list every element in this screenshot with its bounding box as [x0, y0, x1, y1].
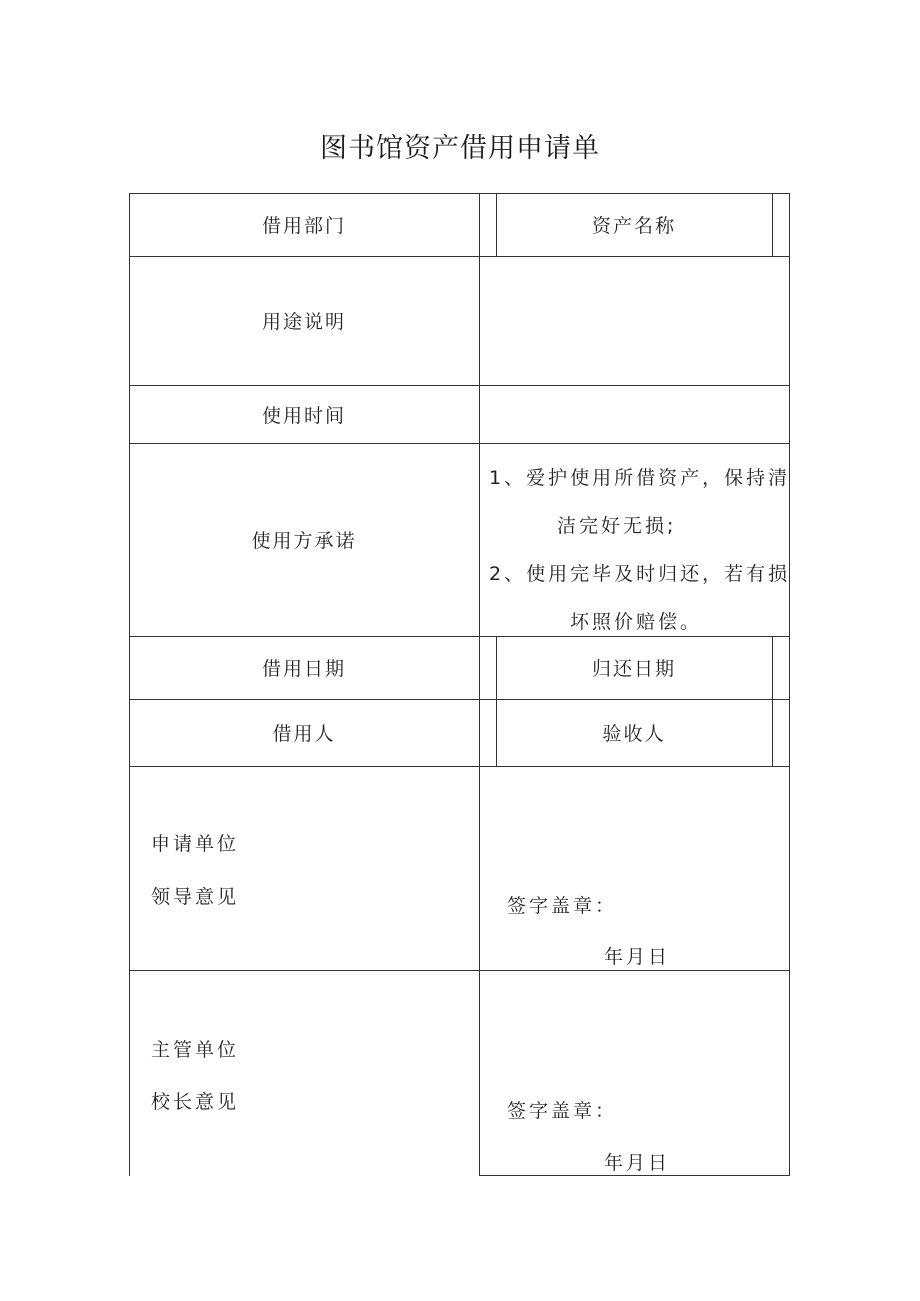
sign-label: 签字盖章：: [507, 895, 618, 917]
asset-name-label: 资产名称: [591, 215, 676, 237]
row-divider: [129, 970, 790, 971]
promise-line-4: 坏照价赔偿。: [570, 611, 703, 633]
inner-divider: [772, 193, 773, 256]
date-label: 年月日: [604, 946, 671, 968]
applicant-opinion-label: 领导意见: [151, 886, 240, 908]
purpose-field[interactable]: [480, 257, 789, 385]
table-border-bottom-right: [479, 1175, 790, 1176]
page-title: 图书馆资产借用申请单: [320, 133, 600, 164]
borrow-date-label: 借用日期: [261, 658, 346, 680]
inner-divider: [772, 636, 773, 766]
row-divider: [129, 766, 790, 767]
promise-line-1: 1、爱护使用所借资产，保持清: [489, 467, 791, 489]
purpose-label: 用途说明: [261, 311, 346, 333]
promise-line-2: 洁完好无损;: [557, 515, 677, 537]
date-label: 年月日: [604, 1152, 671, 1174]
applicant-unit-label: 申请单位: [151, 833, 240, 855]
use-time-label: 使用时间: [261, 404, 346, 427]
borrow-dept-label: 借用部门: [261, 215, 346, 237]
table-border-right: [789, 193, 790, 1176]
inspector-label: 验收人: [602, 723, 666, 745]
sign-label: 签字盖章：: [507, 1100, 618, 1122]
supervisor-unit-label: 主管单位: [151, 1039, 240, 1061]
borrower-label: 借用人: [272, 723, 336, 745]
supervisor-opinion-label: 校长意见: [151, 1091, 240, 1113]
promise-label: 使用方承诺: [251, 530, 357, 552]
return-date-label: 归还日期: [591, 658, 676, 680]
use-time-field[interactable]: [480, 386, 789, 443]
promise-line-3: 2、使用完毕及时归还，若有损: [489, 563, 791, 585]
